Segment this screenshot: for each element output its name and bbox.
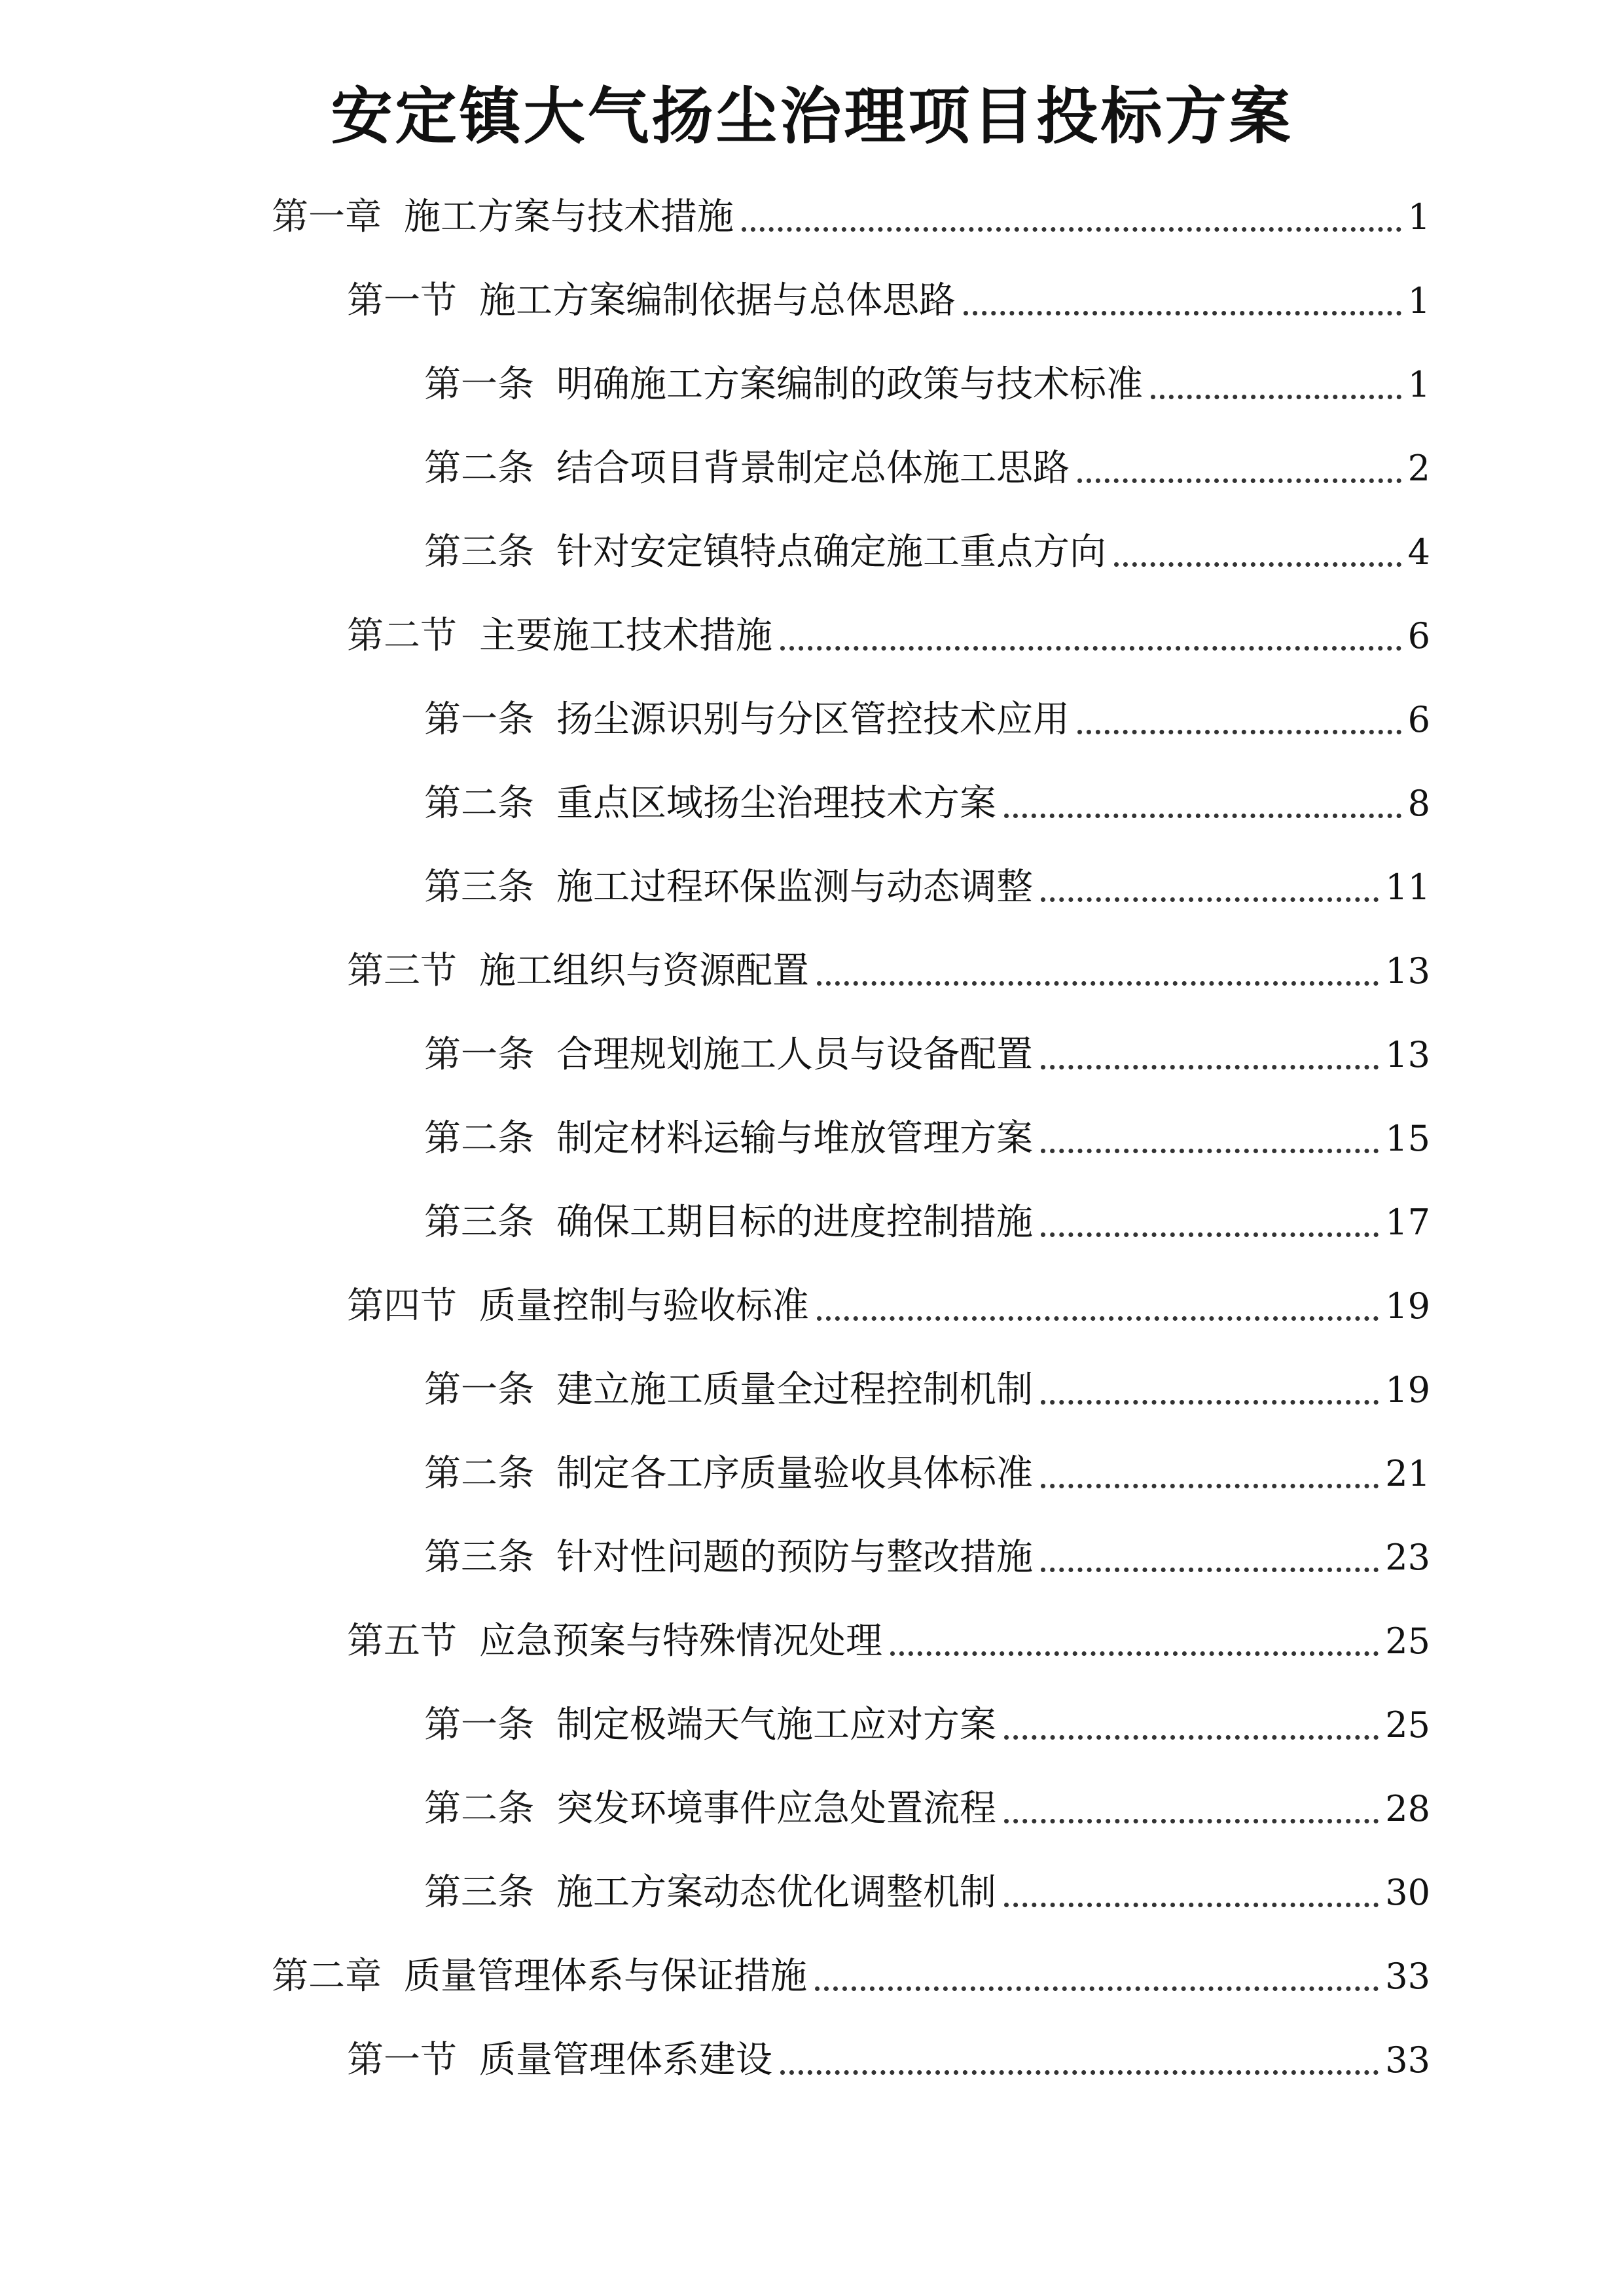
toc-entry-article[interactable]	[424, 526, 1430, 579]
entry-number: 第二条	[424, 782, 534, 825]
entry-page-number: 11	[1385, 867, 1430, 908]
entry-number: 第二条	[424, 447, 534, 490]
entry-page-number: 6	[1407, 699, 1430, 740]
dot-leader	[817, 981, 1379, 986]
entry-title: 重点区域扬尘治理技术方案	[556, 782, 996, 825]
toc-entry-article[interactable]	[424, 1867, 1430, 1919]
dot-leader	[1151, 395, 1401, 399]
dot-leader	[964, 311, 1401, 315]
entry-number: 第四节	[347, 1285, 457, 1327]
entry-title: 主要施工技术措施	[479, 615, 772, 657]
entry-number: 第三条	[424, 866, 534, 908]
entry-page-number: 33	[1385, 2039, 1430, 2081]
dot-leader	[1004, 814, 1401, 818]
entry-page-number: 13	[1385, 1034, 1430, 1075]
toc-entry-section[interactable]	[347, 275, 1430, 327]
entry-page-number: 1	[1407, 280, 1430, 321]
entry-number: 第一节	[347, 2039, 457, 2081]
entry-title: 明确施工方案编制的政策与技术标准	[556, 363, 1143, 406]
toc-entry-article[interactable]	[424, 359, 1430, 411]
entry-title: 质量控制与验收标准	[479, 1285, 809, 1327]
entry-page-number: 13	[1385, 950, 1430, 992]
dot-leader	[1041, 1400, 1379, 1405]
entry-page-number: 21	[1385, 1453, 1430, 1494]
entry-number: 第三条	[424, 1871, 534, 1914]
entry-number: 第二条	[424, 1117, 534, 1160]
entry-number: 第二章	[272, 1955, 382, 1998]
dot-leader	[1041, 1232, 1379, 1237]
entry-number: 第一条	[424, 1369, 534, 1411]
dot-leader	[1041, 897, 1379, 902]
toc-entry-section[interactable]	[347, 1615, 1430, 1668]
toc-entry-article[interactable]	[424, 861, 1430, 914]
entry-page-number: 30	[1385, 1872, 1430, 1913]
entry-number: 第一节	[347, 279, 457, 322]
toc-entry-section[interactable]	[347, 1280, 1430, 1333]
entry-number: 第三条	[424, 1536, 534, 1579]
toc-entry-article[interactable]	[424, 1364, 1430, 1416]
dot-leader	[890, 1651, 1379, 1656]
dot-leader	[1114, 562, 1401, 567]
dot-leader	[1077, 730, 1401, 734]
entry-number: 第三条	[424, 531, 534, 573]
dot-leader	[742, 227, 1401, 232]
entry-title: 制定材料运输与堆放管理方案	[556, 1117, 1033, 1160]
entry-title: 质量管理体系建设	[479, 2039, 772, 2081]
entry-title: 结合项目背景制定总体施工思路	[556, 447, 1070, 490]
toc-entry-article[interactable]	[424, 694, 1430, 746]
dot-leader	[817, 1316, 1379, 1321]
toc-entry-chapter[interactable]	[272, 1950, 1430, 2003]
entry-page-number: 25	[1385, 1621, 1430, 1662]
entry-title: 确保工期目标的进度控制措施	[556, 1201, 1033, 1244]
entry-number: 第一章	[272, 196, 382, 238]
entry-title: 合理规划施工人员与设备配置	[556, 1033, 1033, 1076]
entry-page-number: 25	[1385, 1704, 1430, 1746]
entry-page-number: 2	[1407, 448, 1430, 489]
dot-leader	[1004, 1903, 1379, 1907]
dot-leader	[780, 2070, 1379, 2075]
dot-leader	[1041, 1484, 1379, 1488]
entry-title: 扬尘源识别与分区管控技术应用	[556, 698, 1070, 741]
entry-number: 第一条	[424, 1704, 534, 1746]
document-title: 安定镇大气扬尘治理项目投标方案	[331, 81, 1293, 152]
entry-page-number: 4	[1407, 531, 1430, 573]
toc-entry-section[interactable]	[347, 945, 1430, 997]
entry-page-number: 19	[1385, 1369, 1430, 1410]
entry-title: 施工方案编制依据与总体思路	[479, 279, 956, 322]
dot-leader	[1041, 1065, 1379, 1069]
entry-title: 施工方案动态优化调整机制	[556, 1871, 996, 1914]
dot-leader	[1041, 1149, 1379, 1153]
entry-title: 质量管理体系与保证措施	[404, 1955, 807, 1998]
toc-entry-article[interactable]	[424, 1783, 1430, 1835]
toc-entry-chapter[interactable]	[272, 191, 1430, 243]
entry-title: 突发环境事件应急处置流程	[556, 1787, 996, 1830]
dot-leader	[1077, 478, 1401, 483]
dot-leader	[1004, 1819, 1379, 1823]
dot-leader	[780, 646, 1401, 651]
entry-page-number: 19	[1385, 1285, 1430, 1327]
entry-number: 第一条	[424, 363, 534, 406]
entry-number: 第二条	[424, 1452, 534, 1495]
entry-page-number: 6	[1407, 615, 1430, 656]
entry-page-number: 28	[1385, 1788, 1430, 1829]
entry-number: 第二条	[424, 1787, 534, 1830]
toc-entry-article[interactable]	[424, 1196, 1430, 1249]
entry-number: 第三节	[347, 950, 457, 992]
toc-entry-article[interactable]	[424, 1448, 1430, 1500]
toc-entry-section[interactable]	[347, 2034, 1430, 2087]
entry-page-number: 1	[1407, 196, 1430, 238]
entry-title: 建立施工质量全过程控制机制	[556, 1369, 1033, 1411]
entry-page-number: 23	[1385, 1537, 1430, 1578]
entry-page-number: 33	[1385, 1956, 1430, 1997]
toc-entry-section[interactable]	[347, 610, 1430, 662]
dot-leader	[1004, 1735, 1379, 1740]
entry-title: 针对安定镇特点确定施工重点方向	[556, 531, 1106, 573]
entry-title: 针对性问题的预防与整改措施	[556, 1536, 1033, 1579]
entry-page-number: 17	[1385, 1202, 1430, 1243]
entry-title: 施工方案与技术措施	[404, 196, 734, 238]
entry-number: 第三条	[424, 1201, 534, 1244]
toc-entry-article[interactable]	[424, 442, 1430, 495]
entry-number: 第一条	[424, 698, 534, 741]
entry-title: 应急预案与特殊情况处理	[479, 1620, 882, 1662]
entry-page-number: 15	[1385, 1118, 1430, 1159]
toc-entry-article[interactable]	[424, 1699, 1430, 1751]
toc-entry-article[interactable]	[424, 1113, 1430, 1165]
entry-title: 施工组织与资源配置	[479, 950, 809, 992]
dot-leader	[1041, 1568, 1379, 1572]
toc-entry-article[interactable]	[424, 778, 1430, 830]
toc-entry-article[interactable]	[424, 1029, 1430, 1081]
entry-number: 第二节	[347, 615, 457, 657]
entry-title: 施工过程环保监测与动态调整	[556, 866, 1033, 908]
dot-leader	[815, 1986, 1379, 1991]
entry-page-number: 1	[1407, 364, 1430, 405]
toc-entry-article[interactable]	[424, 1532, 1430, 1584]
entry-number: 第一条	[424, 1033, 534, 1076]
entry-number: 第五节	[347, 1620, 457, 1662]
entry-title: 制定极端天气施工应对方案	[556, 1704, 996, 1746]
entry-page-number: 8	[1407, 783, 1430, 824]
entry-title: 制定各工序质量验收具体标准	[556, 1452, 1033, 1495]
